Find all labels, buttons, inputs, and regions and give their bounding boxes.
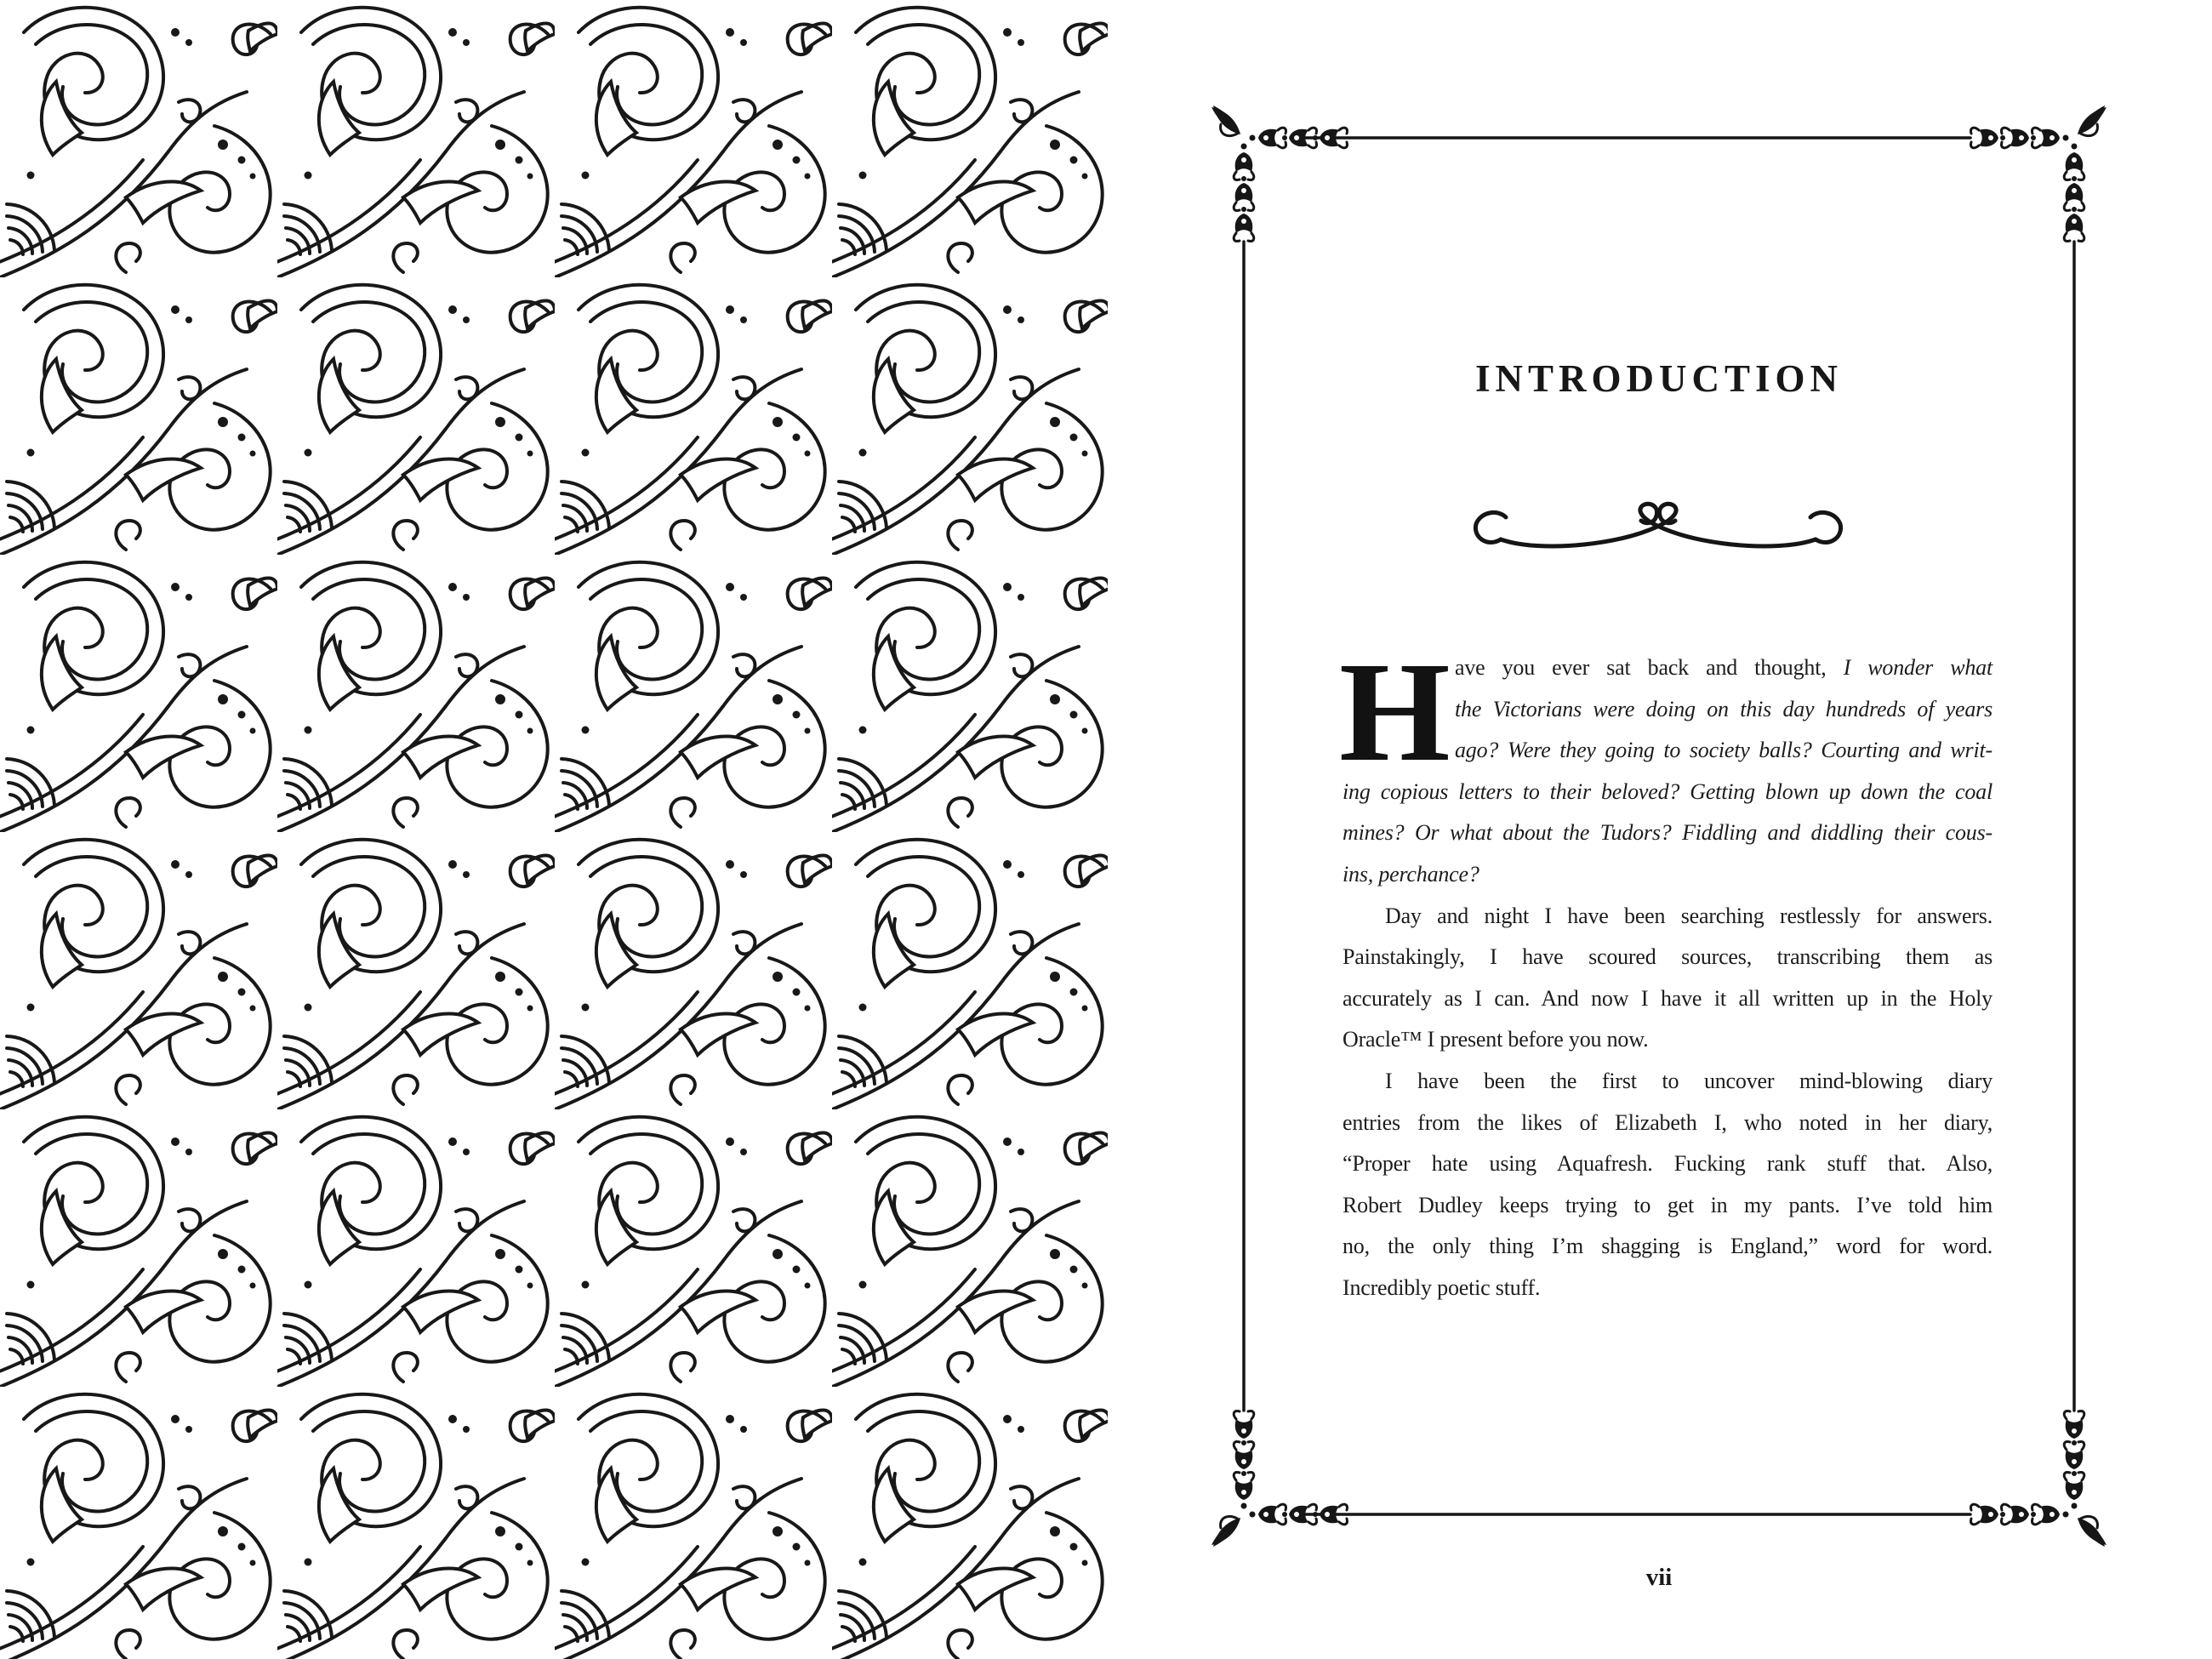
text-segment: I have been the first to uncover mind-blowing diary [1385,1068,1993,1093]
text-line [1343,1185,1993,1227]
text-line [1343,1061,1993,1103]
text-segment: accurately as I can. And now I have it all written up in the Holy [1343,985,1993,1011]
text-line [1343,689,1993,731]
text-line [1343,1103,1993,1144]
text-line [1343,978,1993,1020]
introduction-text [1343,647,1993,1309]
text-segment: Robert Dudley keeps trying to get in my pants. I’ve told him [1343,1192,1993,1217]
text-segment: ins, perchance? [1343,861,1479,887]
drop-cap: H [1339,633,1451,791]
text-line [1343,854,1993,896]
text-segment: Incredibly poetic stuff. [1343,1274,1541,1300]
text-segment: I wonder what [1843,655,1993,680]
text-segment: ing copious letters to their beloved? Getting blown up down the coal [1343,778,1993,804]
text-segment: Painstakingly, I have scoured sources, transcribing them as [1343,944,1993,970]
text-line [1343,812,1993,854]
text-segment: Day and night I have been searching restlessly for answers. [1385,903,1993,928]
text-segment: ago? Were they going to society balls? Courting and writ- [1455,738,1993,763]
text-segment: entries from the likes of Elizabeth I, who noted in her diary, [1343,1109,1993,1135]
text-line [1343,937,1993,978]
text-segment: ave you ever sat back and thought, [1455,655,1844,680]
text-line [1343,1226,1993,1268]
text-segment: “Proper hate using Aquafresh. Fucking rank stuff that. Also, [1343,1151,1993,1177]
text-line [1343,1268,1993,1309]
text-segment: Oracle™ I present before you now. [1343,1027,1649,1052]
text-segment: mines? Or what about the Tudors? Fiddling and diddling their cous- [1343,820,1993,846]
text-line [1343,772,1993,813]
page-title: INTRODUCTION [1474,357,1844,400]
text-segment: no, the only thing I’m shagging is England,” word for word. [1343,1234,1993,1259]
text-segment: the Victorians were doing on this day hundreds of years [1455,696,1993,721]
text-line [1343,730,1993,772]
text-line [1343,1143,1993,1185]
text-line [1343,647,1993,689]
text-line [1343,1019,1993,1061]
text-line [1343,896,1993,938]
flourish-divider-icon [1467,490,1850,551]
page-number: vii [1645,1564,1673,1591]
